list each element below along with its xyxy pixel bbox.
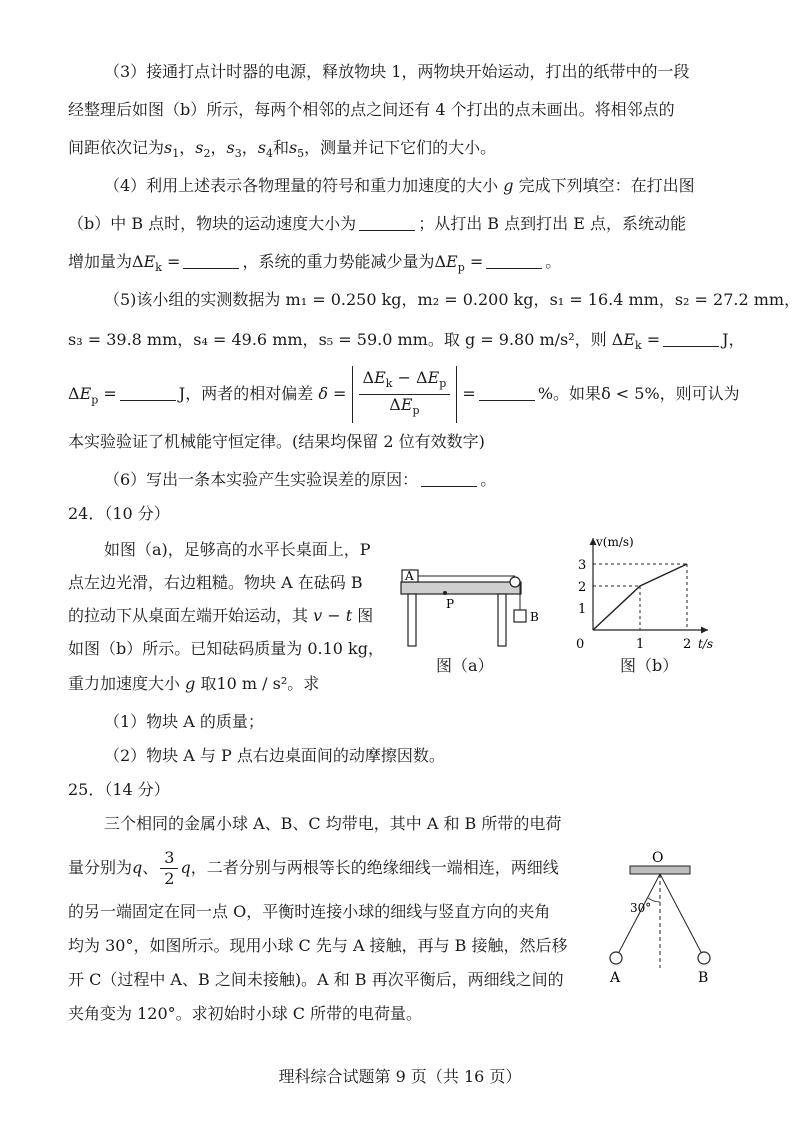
q24-sub1: （1）物块 A 的质量；	[104, 712, 264, 731]
x-axis-label: t/s	[698, 637, 714, 651]
q23-p5-line3: $\Delta E_p = J$，两者的相对偏差 δ = $\frac{\Delta E_k - \Delta E_p}{\Delta E_p}$ = %。如果δ < 5%，则可认为	[68, 366, 740, 424]
q24-line5: 重力加速度大小 g 取10 m / s²。求	[68, 674, 320, 693]
relative-deviation-formula: $\frac{\Delta E_k - \Delta E_p}{\Delta E_p}$	[352, 366, 458, 423]
answer-blank	[421, 472, 477, 487]
angle-label: 30°	[630, 901, 652, 915]
ball-a	[610, 952, 622, 964]
q24-line1: 如图（a)，足够高的水平长桌面上，P	[104, 540, 371, 559]
table-leg-left	[408, 594, 416, 646]
figure-a-table-diagram	[396, 560, 539, 650]
q24-line3: 的拉动下从桌面左端开始运动，其 v − t 图	[68, 606, 374, 625]
x-tick-label: 2	[683, 637, 692, 652]
q24-heading: 24．（10 分）	[68, 504, 170, 523]
point-p-label: P	[446, 597, 455, 611]
answer-blank	[120, 386, 176, 401]
x-tick-label: 1	[636, 637, 645, 652]
figure-b-caption: 图（b）	[620, 656, 679, 675]
weight-b	[514, 610, 526, 622]
y-tick-label: 1	[578, 602, 587, 617]
q25-line3: 的另一端固定在同一点 O，平衡时连接小球的细线与竖直方向的夹角	[68, 902, 551, 921]
q23-p3-line3: 间距依次记为$s_1$，$s_2$，$s_3$，$s_4$和$s_5$，测量并记下它们的大小。	[68, 138, 497, 161]
pendulum-figure	[600, 846, 720, 986]
answer-blank	[486, 254, 542, 269]
block-a-label: A	[405, 569, 414, 583]
q24-line2: 点左边光滑，右边粗糙。物块 A 在砝码 B	[68, 573, 363, 592]
series-line-v	[593, 564, 687, 630]
answer-blank	[359, 216, 415, 231]
q25-line5: 开 C（过程中 A、B 之间未接触)。A 和 B 再次平衡后，两细线之间的	[68, 970, 564, 989]
q23-p5-line4: 本实验验证了机械能守恒定律。(结果均保留 2 位有效数字)	[68, 432, 485, 451]
q25-line4: 均为 30°，如图所示。现用小球 C 先与 A 接触，再与 B 接触，然后移	[68, 936, 568, 955]
ball-a-label: A	[610, 970, 621, 986]
y-axis-label: v(m/s)	[596, 535, 634, 549]
q23-p3-line2: 经整理后如图（b）所示，每两个相邻的点之间还有 4 个打出的点未画出。将相邻点的	[68, 100, 675, 119]
figure-a-caption: 图（a）	[436, 656, 494, 675]
figure-b-vt-chart	[560, 530, 720, 660]
q25-line6: 夹角变为 120°。求初始时小球 C 所带的电荷量。	[68, 1004, 423, 1023]
q23-p4-line2: （b）中 B 点时，物块的运动速度大小为 ；从打出 B 点到打出 E 点，系统动能	[68, 214, 686, 233]
q25-heading: 25．（14 分）	[68, 780, 170, 799]
q24-sub2: （2）物块 A 与 P 点右边桌面间的动摩擦因数。	[104, 746, 445, 765]
table-top	[401, 582, 521, 594]
q23-p4-line1: （4）利用上述表示各物理量的符号和重力加速度的大小 g 完成下列填空：在打出图	[104, 176, 695, 195]
q25-line2: 量分别为q、 $\frac{3}{2}$ q，二者分别与两根等长的绝缘细线一端相连，两细线	[68, 848, 559, 888]
point-p-mark	[443, 591, 447, 595]
origin-label: 0	[576, 637, 585, 652]
pulley	[510, 577, 520, 587]
q25-line1: 三个相同的金属小球 A、B、C 均带电，其中 A 和 B 所带的电荷	[104, 814, 562, 833]
q23-p5-line1: （5)该小组的实测数据为 m₁ = 0.250 kg，m₂ = 0.200 kg，s₁ = 16.4 mm，s₂ = 27.2 mm，	[104, 290, 800, 309]
answer-blank	[183, 254, 239, 269]
q24-line4: 如图（b）所示。已知砝码质量为 0.10 kg，	[68, 639, 384, 658]
answer-blank	[479, 386, 535, 401]
page-footer: 理科综合试题第 9 页（共 16 页）	[278, 1067, 522, 1086]
y-tick-label: 2	[578, 580, 587, 595]
q23-p6: （6）写出一条本实验产生实验误差的原因： 。	[104, 470, 497, 489]
ball-b	[698, 952, 710, 964]
ceiling-support	[630, 866, 690, 874]
table-leg-right	[498, 594, 506, 646]
answer-blank	[663, 332, 719, 347]
y-tick-label: 3	[578, 558, 587, 573]
q23-p3-line1: （3）接通打点计时器的电源，释放物块 1，两物块开始运动，打出的纸带中的一段	[104, 62, 690, 81]
thread-b	[660, 874, 702, 954]
q23-p5-line2: s₃ = 39.8 mm，s₄ = 49.6 mm，s₅ = 59.0 mm。取 g = 9.80 m/s²，则 $\Delta E_k = J$，	[68, 330, 745, 353]
ball-b-label: B	[698, 970, 709, 986]
q23-p4-line3: 增加量为$\Delta E_k$ = ，系统的重力势能减少量为$\Delta E_p$ = 。	[68, 252, 562, 275]
weight-b-label: B	[530, 610, 539, 624]
point-o-label: O	[652, 850, 664, 866]
